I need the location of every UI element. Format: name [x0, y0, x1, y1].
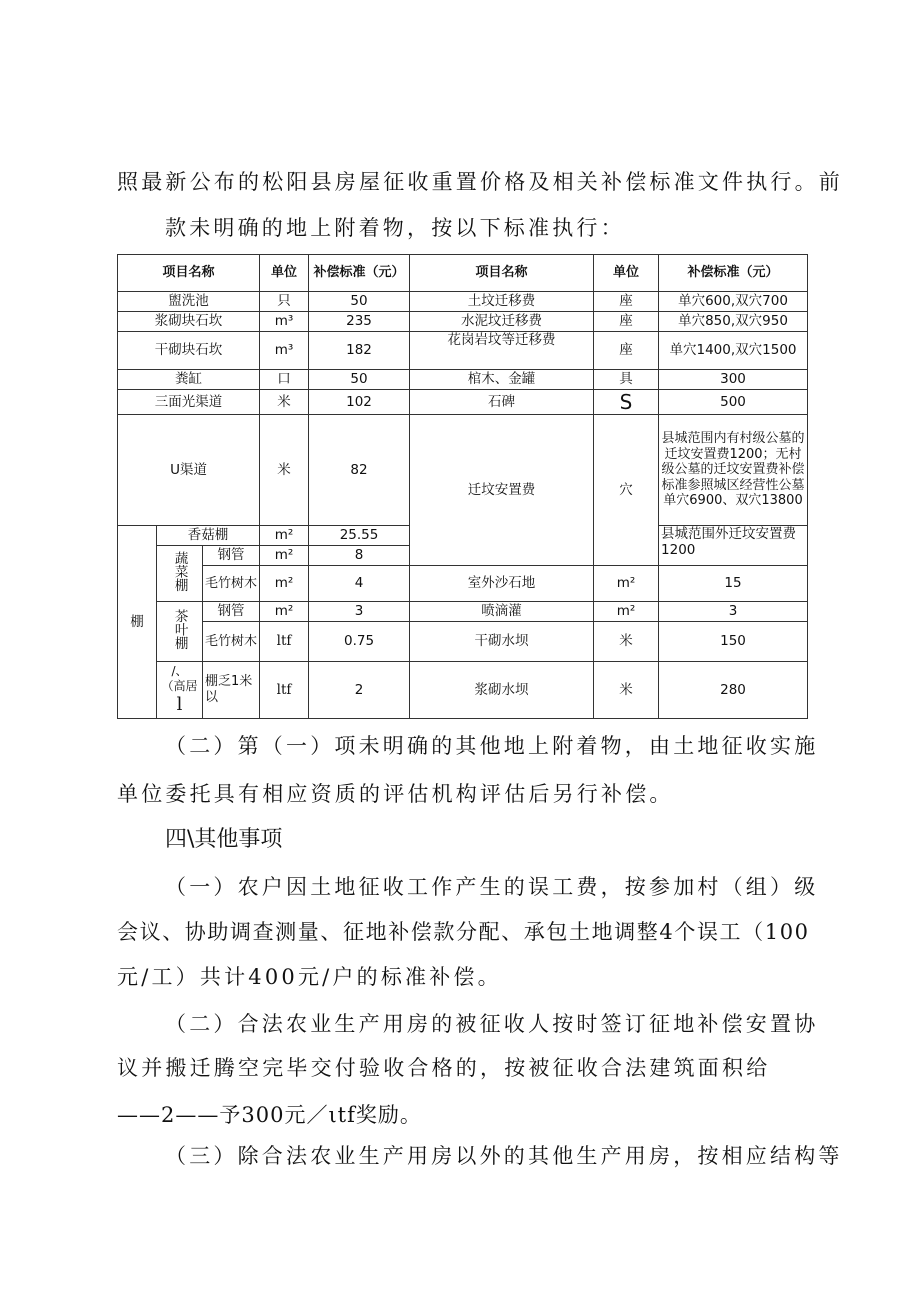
intro-line-2: 款未明确的地上附着物，按以下标准执行： [165, 216, 625, 240]
item-unit: ltf [260, 622, 309, 662]
item-unit: m² [260, 546, 309, 566]
other-shed-text-c: l [176, 693, 183, 715]
item-name: 盥洗池 [118, 292, 260, 312]
item-name: 喷滴灌 [410, 602, 594, 622]
item-name: 三面光渠道 [118, 390, 260, 415]
header-name-left: 项目名称 [118, 255, 260, 292]
item-name: 石碑 [410, 390, 594, 415]
vegetable-shed-text: 蔬菜棚 [171, 551, 188, 592]
item-unit: ltf [260, 662, 309, 719]
other-shed-text-b: （高居 [161, 678, 198, 693]
para-4-2-line-1: （二）合法农业生产用房的被征收人按时签订征地补偿安置协 [165, 1012, 819, 1036]
item-value: 3 [659, 602, 808, 622]
table-row [118, 312, 808, 332]
item-value: 15 [659, 566, 808, 602]
table-row [118, 390, 808, 415]
item-unit: 座 [594, 292, 659, 312]
item-name: 干砌水坝 [410, 622, 594, 662]
item-value: 50 [309, 292, 410, 312]
shed-group-label: 棚 [118, 526, 157, 719]
item-value: 280 [659, 662, 808, 719]
table-row [118, 622, 808, 662]
item-unit: 米 [594, 662, 659, 719]
item-name: 水泥坟迁移费 [410, 312, 594, 332]
relocation-value-outside-county: 县城范围外迁坟安置费1200 [659, 526, 808, 566]
header-unit-right: 单位 [594, 255, 659, 292]
item-name: 浆砌块石坎 [118, 312, 260, 332]
item-unit: S [594, 390, 659, 415]
item-value: 4 [309, 566, 410, 602]
item-value: 50 [309, 370, 410, 390]
relocation-unit: 穴 [594, 415, 659, 566]
para-4-2-line-3: ——2——予300元／ιtf奖励。 [117, 1103, 422, 1127]
table-row [118, 415, 808, 526]
item-name: 钢管 [203, 546, 260, 566]
header-name-right: 项目名称 [410, 255, 594, 292]
item-name: 钢管 [203, 602, 260, 622]
item-value: 182 [309, 332, 410, 370]
para-4-3-line-1: （三）除合法农业生产用房以外的其他生产用房，按相应结构等 [165, 1144, 843, 1168]
item-value: 235 [309, 312, 410, 332]
item-unit: 座 [594, 312, 659, 332]
item-unit: 米 [260, 390, 309, 415]
header-unit-left: 单位 [260, 255, 309, 292]
item-name: U渠道 [118, 415, 260, 526]
item-name: 干砌块石坎 [118, 332, 260, 370]
table-header-row [118, 255, 808, 292]
item-name: 粪缸 [118, 370, 260, 390]
item-unit: 座 [594, 332, 659, 370]
item-name: 棚乏1米以 [203, 662, 260, 719]
table-row [118, 566, 808, 602]
item-name: 浆砌水坝 [410, 662, 594, 719]
item-name: 花岗岩坟等迁移费 [410, 332, 594, 370]
compensation-table [117, 254, 808, 719]
header-standard-right: 补偿标准（元） [659, 255, 808, 292]
para-4-1-line-1: （一）农户因土地征收工作产生的误工费，按参加村（组）级 [165, 875, 819, 899]
item-value: 300 [659, 370, 808, 390]
tea-shed-text: 茶叶棚 [171, 609, 188, 650]
item-unit: 只 [260, 292, 309, 312]
item-name: 毛竹树木 [203, 566, 260, 602]
header-standard-left: 补偿标准（元） [309, 255, 410, 292]
table-row [118, 662, 808, 719]
item-value: 8 [309, 546, 410, 566]
para-2-line-2: 单位委托具有相应资质的评估机构评估后另行补偿。 [117, 782, 674, 806]
item-value: 3 [309, 602, 410, 622]
other-shed-text-a: /、 [171, 663, 188, 678]
item-value: 102 [309, 390, 410, 415]
item-unit: 米 [260, 415, 309, 526]
item-value: 单穴1400,双穴1500 [659, 332, 808, 370]
item-value: 500 [659, 390, 808, 415]
table-row [118, 332, 808, 370]
item-name: 室外沙石地 [410, 566, 594, 602]
relocation-name: 迁坟安置费 [410, 415, 594, 566]
table-row [118, 370, 808, 390]
relocation-value-in-county: 县城范围内有村级公墓的迁坟安置费1200；无村级公墓的迁坟安置费补偿标准参照城区经营性公墓单穴6900、双穴13800 [659, 415, 808, 526]
para-4-1-line-2: 会议、协助调查测量、征地补偿款分配、承包土地调整4个误工（100 [117, 920, 810, 944]
item-value: 单穴850,双穴950 [659, 312, 808, 332]
tea-shed-label [157, 602, 203, 662]
item-name: 土坟迁移费 [410, 292, 594, 312]
item-value: 82 [309, 415, 410, 526]
item-unit: m² [594, 566, 659, 602]
item-unit: 米 [594, 622, 659, 662]
item-name: 毛竹树木 [203, 622, 260, 662]
item-unit: 口 [260, 370, 309, 390]
table-row [118, 602, 808, 622]
item-value: 0.75 [309, 622, 410, 662]
item-unit: m² [594, 602, 659, 622]
para-4-2-line-2: 议并搬迁腾空完毕交付验收合格的，按被征收合法建筑面积给 [117, 1056, 771, 1080]
item-value: 单穴600,双穴700 [659, 292, 808, 312]
item-name: 香菇棚 [157, 526, 260, 546]
item-unit: 具 [594, 370, 659, 390]
item-unit: m³ [260, 312, 309, 332]
item-name: 棺木、金罐 [410, 370, 594, 390]
item-unit: m² [260, 602, 309, 622]
para-2-line-1: （二）第（一）项未明确的其他地上附着物，由土地征收实施 [165, 734, 819, 758]
other-shed-label [157, 662, 203, 719]
item-value: 25.55 [309, 526, 410, 546]
item-value: 2 [309, 662, 410, 719]
item-unit: m² [260, 566, 309, 602]
item-unit: m³ [260, 332, 309, 370]
item-value: 150 [659, 622, 808, 662]
intro-line-1: 照最新公布的松阳县房屋征收重置价格及相关补偿标准文件执行。前 [117, 170, 843, 194]
vegetable-shed-label [157, 546, 203, 602]
section-heading: 四\其他事项 [165, 827, 283, 852]
item-unit: m² [260, 526, 309, 546]
table-row [118, 292, 808, 312]
para-4-1-line-3: 元/工）共计400元/户的标准补偿。 [117, 965, 502, 989]
